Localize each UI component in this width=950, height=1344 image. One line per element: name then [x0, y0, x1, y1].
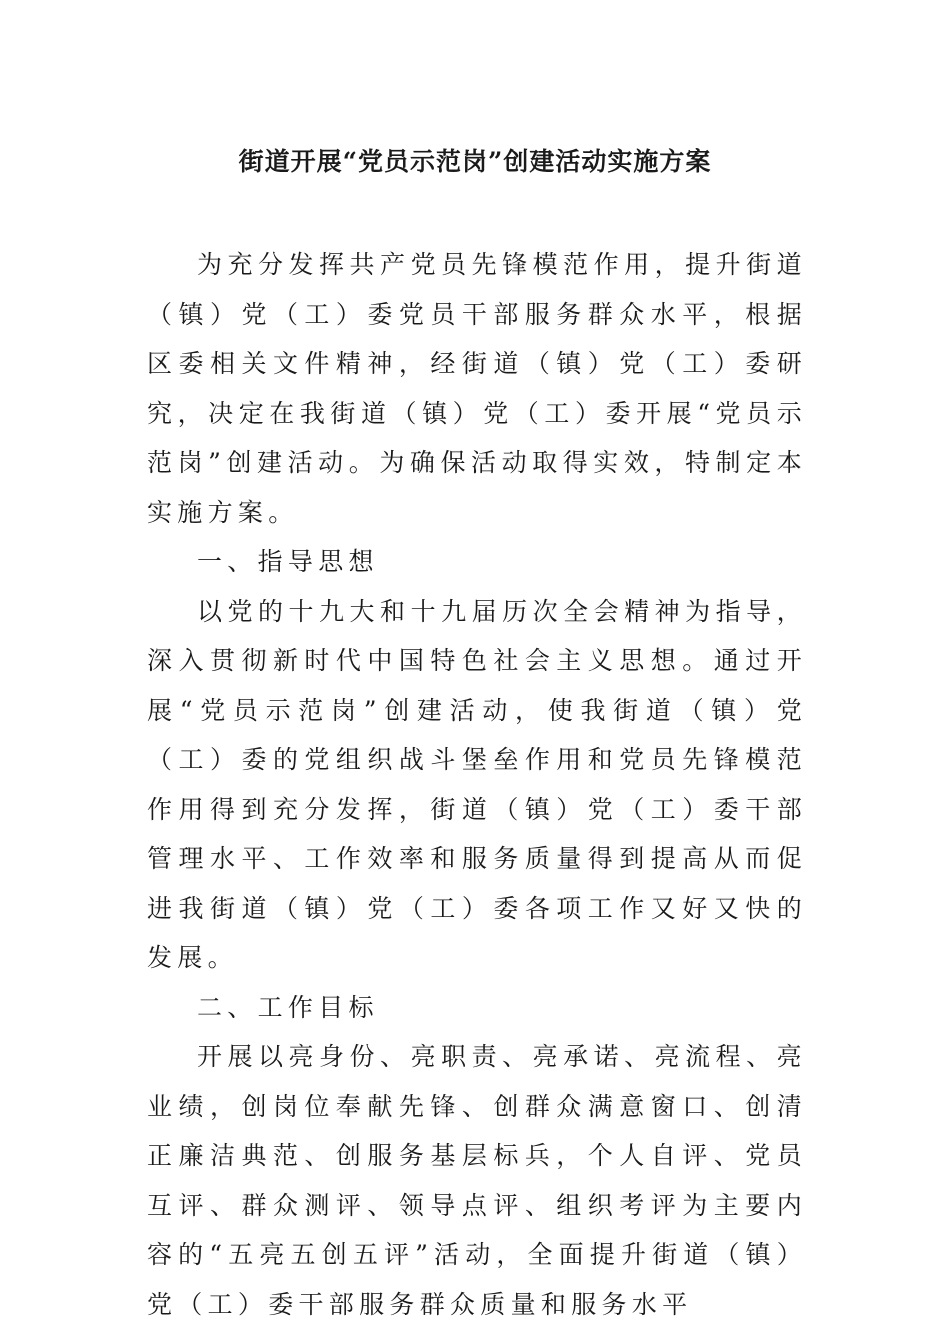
guiding-ideology-paragraph: 以党的十九大和十九届历次全会精神为指导，深入贯彻新时代中国特色社会主义思想。通过开展“党员示范岗”创建活动，使我街道（镇）党（工）委的党组织战斗堡垒作用和党员先锋模范作用得到充分发挥，街道（镇）党（工）委干部管理水平、工作效率和服务质量得到提高从而促进我街道（镇）党（工）委各项工作又好又快的发展。: [147, 596, 807, 972]
document-title: 街道开展“党员示范岗”创建活动实施方案: [238, 147, 712, 176]
work-goals-paragraph: 开展以亮身份、亮职责、亮承诺、亮流程、亮业绩，创岗位奉献先锋、创群众满意窗口、创清正廉洁典范、创服务基层标兵，个人自评、党员互评、群众测评、领导点评、组织考评为主要内容的“五亮五创五评”活动，全面提升街道（镇）党（工）委干部服务群众质量和服务水平: [147, 1042, 807, 1319]
intro-paragraph: 为充分发挥共产党员先锋模范作用，提升街道（镇）党（工）委党员干部服务群众水平，根据区委相关文件精神，经街道（镇）党（工）委研究，决定在我街道（镇）党（工）委开展“党员示范岗”创建活动。为确保活动取得实效，特制定本实施方案。: [147, 250, 807, 527]
document-body: [147, 240, 807, 1329]
section-heading-guiding-ideology: 一、指导思想: [197, 547, 379, 576]
section-heading-work-goals: 二、工作目标: [197, 992, 379, 1022]
